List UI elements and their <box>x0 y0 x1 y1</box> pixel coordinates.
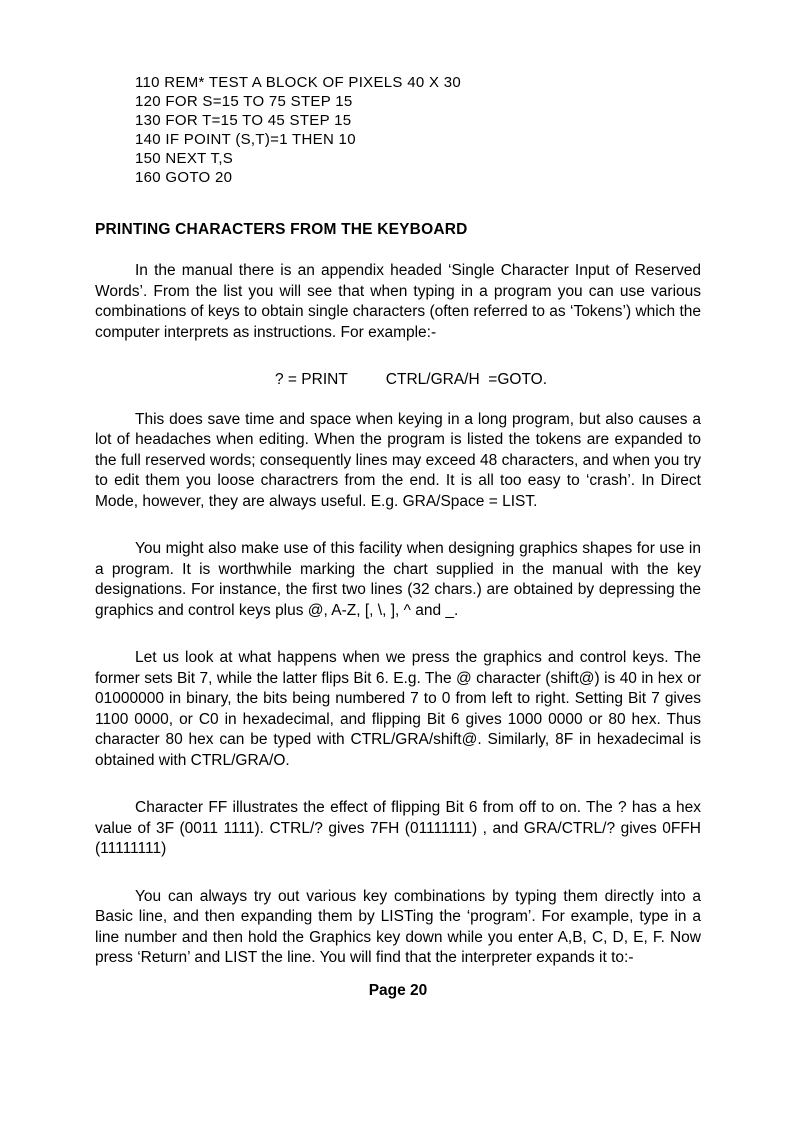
token-example-goto: CTRL/GRA/H =GOTO. <box>385 371 547 388</box>
paragraph-bit-explanation: Let us look at what happens when we press the graphics and control keys. The former sets Bit 7, while the latter flips Bit 6. E.g. The @ character (shift@) is 40 in hex or 01000000 in binary, the bits being numbered 7 to 0 from left to right. Setting Bit 7 gives 1100 0000, or C0 in hexadecimal, and flipping Bit 6 gives 1000 0000 or 80 hex. Thus character 80 hex can be typed with CTRL/GRA/shift@. Similarly, 8F in hexadecimal is obtained with CTRL/GRA/O. <box>95 649 701 769</box>
token-example-line <box>95 370 701 391</box>
code-line: 150 NEXT T,S <box>135 150 234 167</box>
page-number: Page 20 <box>368 981 428 999</box>
paragraph-graphics-shapes: You might also make use of this facility when designing graphics shapes for use in a program. It is worthwhile marking the chart supplied in the manual with the key designations. For instance, the first two lines (32 chars.) are obtained by depressing the graphics and control keys plus @, A-Z, [, \, ], ^ and _. <box>95 540 701 619</box>
code-line: 140 IF POINT (S,T)=1 THEN 10 <box>135 131 356 148</box>
code-line: 130 FOR T=15 TO 45 STEP 15 <box>135 112 352 129</box>
code-line: 160 GOTO 20 <box>135 169 233 186</box>
section-heading: PRINTING CHARACTERS FROM THE KEYBOARD <box>95 221 468 238</box>
paragraph-intro-tokens: In the manual there is an appendix headed ‘Single Character Input of Reserved Words’. From the list you will see that when typing in a program you can use various combinations of keys to obtain single characters (often referred to as ‘Tokens’) which the computer interprets as instructions. For example:- <box>95 262 701 341</box>
token-example-print: ? = PRINT <box>275 371 348 388</box>
basic-code-listing <box>135 73 701 187</box>
paragraph-key-combinations: You can always try out various key combinations by typing them directly into a Basic line, and then expanding them by LISTing the ‘program’. For example, type in a line number and then hold the Graphics key down while you enter A,B, C, D, E, F. Now press ‘Return’ and LIST the line. You will find that the interpreter expands it to:- <box>95 887 701 966</box>
code-line: 120 FOR S=15 TO 75 STEP 15 <box>135 93 353 110</box>
code-line: 110 REM* TEST A BLOCK OF PIXELS 40 X 30 <box>135 74 462 91</box>
paragraph-editing-tokens: This does save time and space when keying in a long program, but also causes a lot of headaches when editing. When the program is listed the tokens are expanded to the full reserved words; consequently lines may exceed 48 characters, and when you try to edit them you loose charactrers from the end. It is all too easy to ‘crash’. In Direct Mode, however, they are always useful. E.g. GRA/Space = LIST. <box>95 410 701 510</box>
paragraph-character-ff: Character FF illustrates the effect of flipping Bit 6 from off to on. The ? has a hex value of 3F (0011 1111). CTRL/? gives 7FH (01111111) , and GRA/CTRL/? gives 0FFH (11111111) <box>95 799 701 857</box>
